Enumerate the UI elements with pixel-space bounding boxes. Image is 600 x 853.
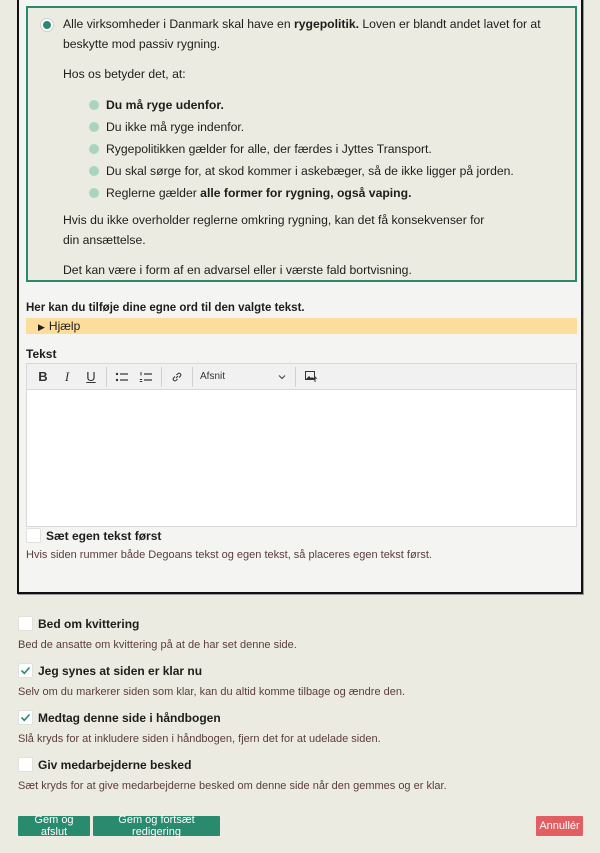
italic-icon: I — [64, 368, 70, 384]
toolbar-divider — [192, 367, 193, 387]
bullet-text: Du ikke må ryge indenfor. — [106, 120, 245, 134]
intro-bold: rygepolitik. — [293, 17, 359, 31]
list-item — [89, 182, 557, 204]
text-field-label: Tekst — [26, 347, 57, 361]
checkmark-icon — [20, 665, 31, 676]
notify-employees-checkbox-row[interactable] — [18, 757, 447, 772]
option-page-ready — [18, 663, 405, 698]
own-text-first-checkbox-row[interactable] — [26, 528, 161, 543]
image-upload-icon — [305, 370, 318, 383]
policy-lead: Hos os betyder det, at: — [63, 67, 186, 81]
bullet-icon — [89, 188, 99, 198]
option-notify-employees — [18, 757, 447, 792]
bullet-text: Du skal sørge for, at skod kommer i askebæger, så de ikke ligger på jorden. — [106, 164, 514, 178]
policy-consequence-detail: Det kan være i form af en advarsel eller i værste fald bortvisning. — [63, 263, 412, 277]
bullet-icon — [89, 144, 99, 154]
option-include-handbook — [18, 710, 381, 745]
list-item — [89, 160, 557, 182]
list-item — [89, 94, 557, 116]
policy-intro — [63, 14, 557, 54]
save-and-exit-button[interactable]: Gem og afslut — [18, 816, 90, 836]
bullet-bold: Du må ryge udenfor. — [106, 98, 224, 112]
checkmark-icon — [20, 712, 31, 723]
chevron-down-icon — [278, 374, 286, 380]
help-toggle[interactable] — [26, 318, 577, 334]
bullet-text: Reglerne gælder — [106, 186, 201, 200]
policy-consequence: Hvis du ikke overholder reglerne omkring rygning, kan det få konsekvenser for din ansættelse. — [63, 213, 485, 247]
selected-radio-button[interactable] — [40, 18, 54, 32]
numbered-list-icon — [139, 371, 153, 383]
bullet-icon — [89, 166, 99, 176]
notify-employees-description: Sæt kryds for at give medarbejderne besked om denne side når den gemmes og er klar. — [18, 780, 447, 792]
bullet-icon — [89, 122, 99, 132]
numbered-list-button[interactable] — [134, 366, 158, 388]
editor-content-area[interactable] — [27, 390, 576, 526]
notify-employees-label: Giv medarbejderne besked — [38, 757, 192, 772]
own-text-first-label: Sæt egen tekst først — [46, 528, 162, 543]
bullet-list-icon — [115, 371, 129, 383]
triangle-right-icon: ▶ — [38, 322, 45, 332]
toolbar-divider — [161, 367, 162, 387]
receipt-description: Bed de ansatte om kvittering på at de har set denne side. — [18, 639, 297, 651]
editor-toolbar — [27, 364, 576, 390]
notify-employees-checkbox[interactable] — [18, 757, 33, 772]
page-ready-checkbox-row[interactable] — [18, 663, 405, 678]
save-and-continue-button[interactable]: Gem og fortsæt redigering — [93, 816, 220, 836]
link-button[interactable] — [165, 366, 189, 388]
bold-button[interactable] — [31, 366, 55, 388]
receipt-checkbox-row[interactable] — [18, 616, 297, 631]
bullet-bold: alle former for rygning, også vaping. — [200, 186, 412, 200]
bullet-text: Rygepolitikken gælder for alle, der færdes i Jyttes Transport. — [106, 142, 432, 156]
intro-rest: Loven er blandt andet lavet for at beskytte mod passiv rygning. — [63, 17, 541, 51]
insert-image-button[interactable] — [299, 366, 323, 388]
policy-section-panel — [17, 0, 583, 594]
link-icon — [171, 371, 183, 383]
own-text-first-description: Hvis siden rummer både Degoans tekst og egen tekst, så placeres egen tekst først. — [26, 549, 432, 561]
own-words-heading: Her kan du tilføje dine egne ord til den valgte tekst. — [26, 302, 305, 314]
format-select[interactable] — [196, 366, 292, 388]
page-ready-label: Jeg synes at siden er klar nu — [38, 663, 203, 678]
receipt-label: Bed om kvittering — [38, 616, 140, 631]
toolbar-divider — [106, 367, 107, 387]
bold-icon: B — [38, 369, 48, 384]
intro-text: Alle virksomheder i Danmark skal have en — [63, 17, 294, 31]
list-item — [89, 138, 557, 160]
bullet-icon — [89, 100, 99, 110]
rich-text-editor — [26, 363, 577, 527]
format-select-value: Afsnit — [200, 371, 226, 382]
policy-bullet-list — [63, 94, 557, 204]
own-text-first-checkbox[interactable] — [26, 528, 41, 543]
italic-button[interactable] — [55, 366, 79, 388]
page-ready-checkbox[interactable] — [18, 663, 33, 678]
page-ready-description: Selv om du markerer siden som klar, kan du altid komme tilbage og ændre den. — [18, 686, 406, 698]
include-handbook-label: Medtag denne side i håndbogen — [38, 710, 221, 725]
underline-icon: U — [86, 369, 96, 384]
bullet-list-button[interactable] — [110, 366, 134, 388]
include-handbook-checkbox-row[interactable] — [18, 710, 381, 725]
toolbar-divider — [295, 367, 296, 387]
receipt-checkbox[interactable] — [18, 616, 33, 631]
include-handbook-checkbox[interactable] — [18, 710, 33, 725]
list-item — [89, 116, 557, 138]
policy-choice-card[interactable] — [26, 6, 577, 282]
help-label: Hjælp — [48, 319, 81, 333]
option-receipt — [18, 616, 297, 651]
underline-button[interactable] — [79, 366, 103, 388]
include-handbook-description: Slå kryds for at inkludere siden i håndbogen, fjern det for at udelade siden. — [18, 733, 381, 745]
cancel-button[interactable]: Annullér — [536, 816, 583, 836]
